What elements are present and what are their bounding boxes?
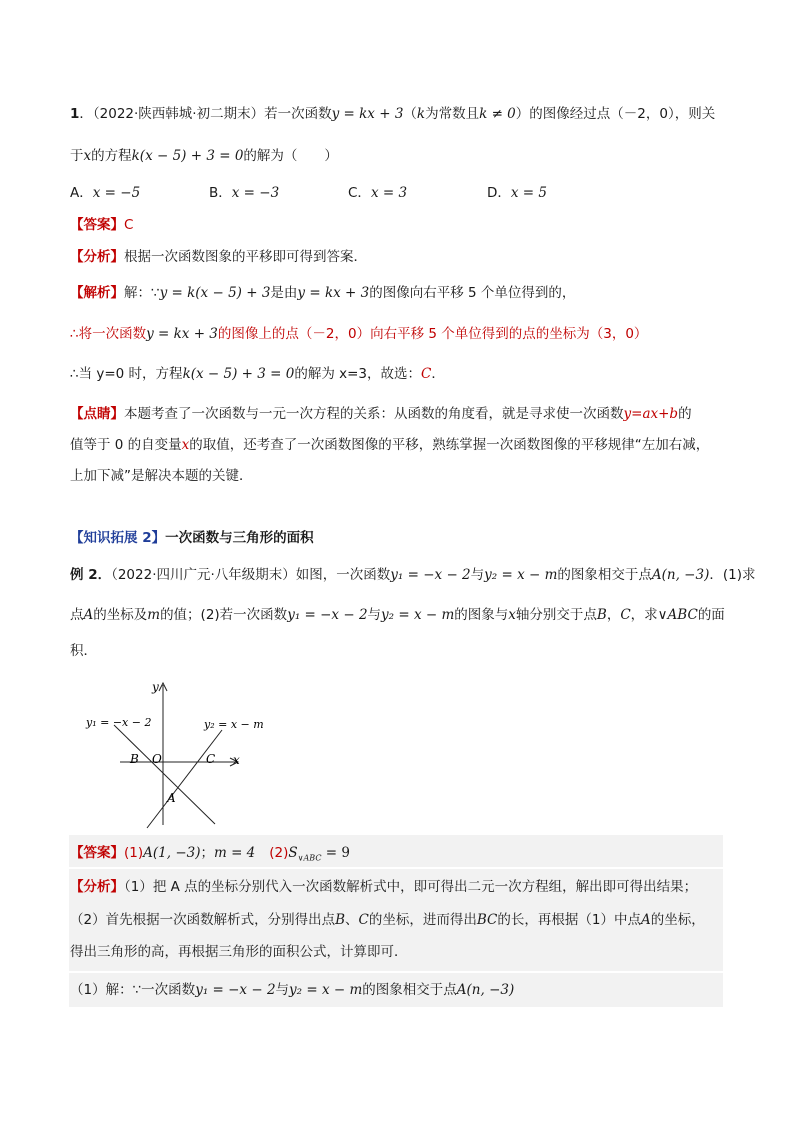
y-axis-label: y [152,680,159,694]
ex2-stem-line2: 点A的坐标及m的值；(2)若一次函数y₁ = −x − 2与y₂ = x − m的图象与x轴分别交于点B，C，求∨ABC的面 [70,607,725,623]
q1-comment-line3: 上加下减”是解决本题的关键． [70,468,253,484]
ex2-analysis-line2: （2）首先根据一次函数解析式，分别得出点B、C的坐标，进而得出BC的长，再根据（1）中点A的坐标， [70,912,705,928]
ex2-label: 例 2． [70,567,112,583]
q1-solution-line3: ∴当 y=0 时，方程k(x − 5) + 3 = 0的解为 x=3，故选：C． [70,366,445,382]
line-y1 [114,725,215,824]
ex2-stem-line1: 例 2．（2022·四川广元·八年级期末）如图，一次函数y₁ = −x − 2与y₂ = x − m的图象相交于点A(n, −3)．(1)求 [70,567,756,583]
ex2-analysis-line3: 得出三角形的高，再根据三角形的面积公式，计算即可． [70,944,408,960]
ex2-analysis-line1: 【分析】（1）把 A 点的坐标分别代入一次函数解析式中，即可得出二元一次方程组，解出即可得出结果； [70,879,698,895]
q1-function: y = kx + 3 [331,106,404,122]
x-axis-label: x [233,753,240,767]
q1-stem-line2: 于x的方程k(x − 5) + 3 = 0的解为（ ） [70,148,338,164]
q1-comment-line2: 值等于 0 的自变量x的取值，还考查了一次函数图像的平移，熟练掌握一次函数图像的平移规律“左加右减， [70,437,710,453]
point-b-label: B [130,752,139,766]
point-o-label: O [152,752,162,766]
label-y2: y₂ = x − m [204,718,264,731]
line-y2 [147,730,222,828]
q1-answer: 【答案】C [70,217,134,233]
q1-analysis: 【分析】根据一次函数图象的平移即可得到答案． [70,249,367,265]
point-c-label: C [206,752,216,766]
q1-option-a: A．x = −5 [70,185,141,201]
point-a-label: A [167,791,176,805]
q1-option-d: D．x = 5 [487,185,548,201]
function-graph [80,675,270,830]
q1-stem-line1: 1．（2022·陕西韩城·初二期末）若一次函数y = kx + 3（k为常数且k ≠ 0）的图像经过点（－2，0），则关 [70,106,716,122]
ex2-stem-line3: 积． [70,643,97,659]
q1-comment-line1: 【点睛】本题考查了一次函数与一元一次方程的关系：从函数的角度看，就是寻求使一次函数y=ax+b的 [70,406,692,422]
q1-solution-line1: 【解析】解：∵y = k(x − 5) + 3是由y = kx + 3的图像向右平移 5 个单位得到的， [70,285,576,301]
q1-option-b: B．x = −3 [209,185,280,201]
q1-equation: k(x − 5) + 3 = 0 [131,148,244,164]
ex2-solution-line1: （1）解：∵一次函数y₁ = −x − 2与y₂ = x − m的图象相交于点A(n, −3) [70,982,515,998]
q1-option-c: C．x = 3 [348,185,408,201]
label-y1: y₁ = −x − 2 [86,716,152,729]
ex2-answer: 【答案】(1)A(1, −3)；m = 4 $(2)S_{\vee ABC} = 9$ [70,845,350,863]
section-heading: 【知识拓展 2】一次函数与三角形的面积 [70,530,314,546]
q1-solution-line2: ∴将一次函数y = kx + 3的图像上的点（－2，0）向右平移 5 个单位得到的点的坐标为（3，0） [70,326,648,342]
q1-number: 1 [70,106,80,122]
